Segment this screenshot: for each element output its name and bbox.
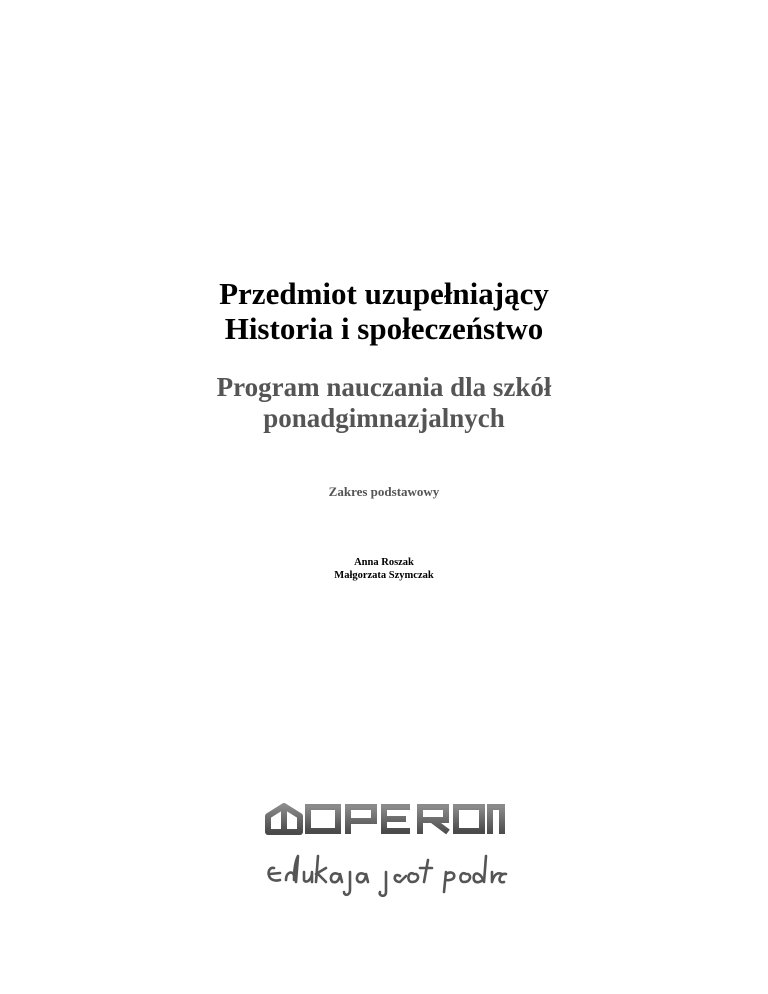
operon-wordmark [308, 807, 502, 834]
tagline-script [269, 856, 506, 896]
subtitle-line-2: ponadgimnazjalnych [263, 403, 505, 433]
main-title [0, 276, 768, 346]
main-title-line-2: Historia i społeczeństwo [224, 311, 544, 346]
scope-label: Zakres podstawowy [328, 484, 440, 499]
operon-logo [260, 796, 508, 904]
subtitle-line-1: Program nauczania dla szkół [216, 372, 552, 402]
author-2: Małgorzata Szymczak [334, 570, 434, 581]
main-title-line-1: Przedmiot uzupełniający [219, 276, 549, 311]
subtitle [0, 372, 768, 434]
authors [0, 556, 768, 582]
operon-logo-graphic [260, 796, 508, 904]
book-icon [268, 806, 300, 832]
author-1: Anna Roszak [354, 557, 414, 568]
